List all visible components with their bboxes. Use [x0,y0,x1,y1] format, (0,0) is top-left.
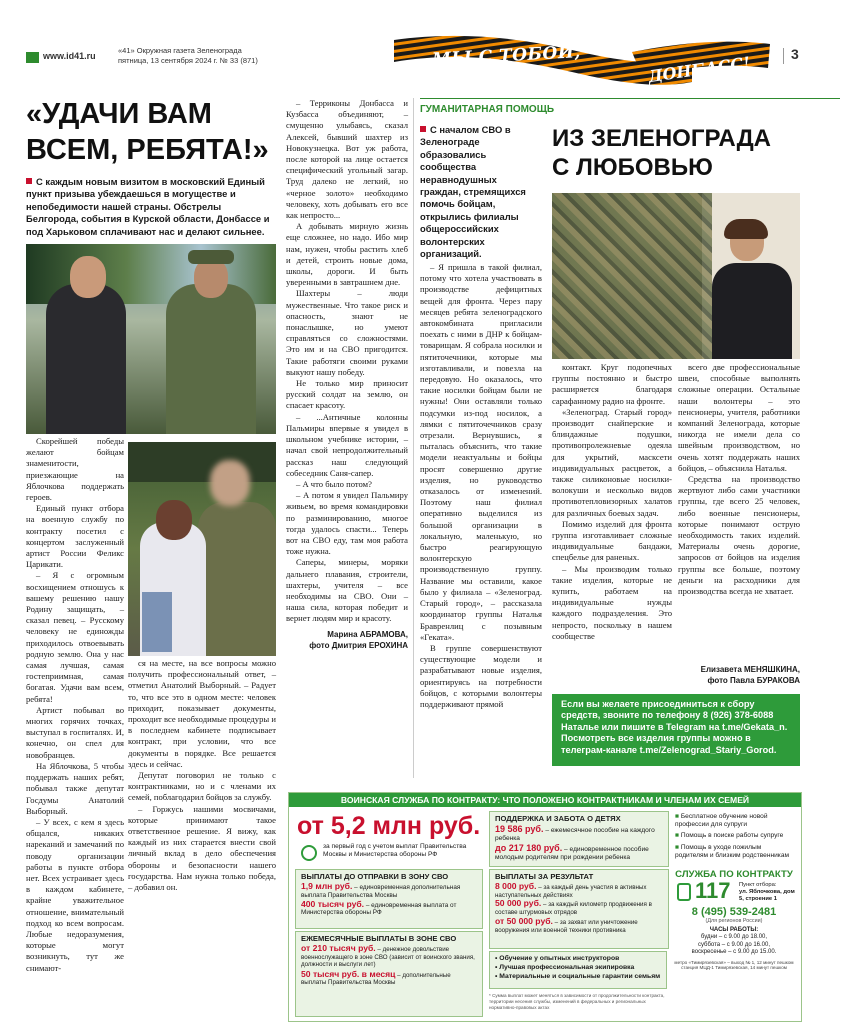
right-lead-text: С началом СВО в Зеленограде образовались сообщества неравнодушных граждан, стремящихся помочь бойцам, открылись филиалы общероссийских волонтерских организаций. [420,124,526,260]
hours3: воскресенье – с 9.00 до 15.00. [691,949,777,956]
left-lead [26,176,276,238]
page-header [0,0,845,92]
care2-sum: до 217 180 руб. [495,843,563,853]
issue-date: пятница, 13 сентября 2024 г. № 33 (871) [118,56,258,65]
hours-title: ЧАСЫ РАБОТЫ: [709,927,759,933]
info-box-text: Если вы желаете присоединиться к сбору средств, звоните по телефону 8 (926) 378-6088 Наталье или пишите в Telegram на t.me/Gekata_n. Посмотреть все изделия группы можно в телеграм-канале t.me/Zelenograd_Stariy_Gorod. [561,699,788,755]
ad-big-sum-note: за первый год с учетом выплат Правительства Москвы и Министерства обороны РФ [323,843,467,859]
zone2-text: – единовременная выплата от Министерства обороны РФ [301,901,457,917]
m2-text: – дополнительные выплаты Правительства Москвы [301,971,451,987]
hotline-number[interactable]: 117 [695,878,731,903]
help3: Помощь в уходе пожилым родителям и близким родственникам [675,843,790,859]
paragraph: Артист побывал во многих горячих точках, выступал в госпиталях. И, конечно, он спел для новобранцев. [26,704,124,760]
contract-phone[interactable]: 8 (495) 539-2481 [691,906,777,918]
care2-text: – единовременное пособие молодым родителям при рождении ребенка [495,846,649,861]
info-box [552,694,800,766]
red-square-icon [26,178,32,184]
id41-logo-icon [26,52,39,63]
contract-ad[interactable] [288,792,802,1022]
monthly-box [295,931,483,1017]
right-byline [620,664,800,686]
res3-text: – за захват или уничтожение вооружения или военной техники противника [495,919,638,934]
left-col1-top [26,436,124,974]
right-headline: ИЗ ЗЕЛЕНОГРАДА С ЛЮБОВЬЮ [552,125,771,181]
paragraph: ся на месте, на все вопросы можно получить профессиональный ответ, – отметил Анатолий Выборный. – Радует то, что все это в одном месте: человек приходит, показывает документы, проходит все необходимые процедуры и в последнем кабинете подписывает контракт, при условии, что все документы в порядке. Все решается здесь и сейчас. [128,658,276,769]
zone-title: ВЫПЛАТЫ ДО ОТПРАВКИ В ЗОНУ СВО [301,872,449,881]
page-divider [783,48,784,64]
bullet2: Лучшая профессиональная экипировка [499,964,635,971]
service-title: СЛУЖБА ПО КОНТРАКТУ [675,869,793,880]
help-list [675,813,795,860]
graduation-icon: ■ [675,813,679,820]
right-byline-photo: фото Павла БУРАКОВА [707,676,800,685]
bullets-box: • Обучение у опытных инструкторов • Лучшая профессиональная экипировка • Материальные и социальные гарантии семьям [489,951,667,989]
heart-icon: ■ [675,843,679,851]
paragraph: А добывать мирную жизнь еще сложнее, но надо. Ибо мир нам, нужен, чтобы растить хлеб и детей, строить новые дома, школы, дороги. И быть уверенными в завтрашнем дне. [286,221,408,288]
ad-big-sum: от 5,2 млн руб. [297,812,481,840]
paragraph: – Мы производим только такие изделия, которые не купить, работаем на индивидуальные нужды каждого подразделения. Это непросто, поскольку в нашем сообществе [552,563,672,641]
paragraph: Депутат поговорил не только с контрактниками, но и с членами их семей, поблагодарил бойцов за службу. [128,770,276,803]
zone1-text: – единовременная дополнительная выплата Правительства Москвы [301,884,461,899]
person-icon [301,845,317,861]
ad-footnote: * Сумма выплат может меняться в зависимости от продолжительности контракта, территории несения службы, изменений в федеральных и региональных нормативно-правовых актах [489,993,665,1010]
zone-box [295,869,483,929]
phone-icon [677,883,691,901]
right-col1 [420,262,542,710]
photo-singer-and-soldier [26,244,276,434]
bullet1: Обучение у опытных инструкторов [499,955,620,962]
paragraph: – Горжусь нашими мосвичами, которые принимают такое ответственное решение. Я вижу, как каждый из них старается внести свой личный вклад в дело обеспечения обороны и безопасности нашего государства. Нам нужна только победа, – добавил он. [128,803,276,893]
metro-info: метро «Тимирязевская» – выход № 1, 12 минут пешком станция МЦД-1 Тимирязевская, 14 минут пешком [674,959,794,971]
red-square-icon [420,126,426,132]
site-url[interactable]: www.id41.ru [43,51,96,61]
paragraph: контакт. Круг подопечных группы постоянно и быстро расширяется благодаря сарафанному радио на фронте. [552,362,672,406]
left-col2-bottom [128,658,276,893]
paragraph: – Я с огромным восхищением отношусь к вашему решению нашу Родину защищать, – сказал певец. – Русскому человеку не единожды приходилось отвоевывать родную землю. Она у нас самая лучшая, самая гостеприимная, самая богатая. Удачи вам всем, ребята! [26,570,124,704]
photo-girl-hugging-soldier [128,442,276,656]
paragraph: – ...Античные колонны Пальмиры впервые я увидел в школьном учебнике истории, – начал свой непродолжительный рассказ наш следующий собеседник Саня-сапер. [286,411,408,478]
help2: Помощь в поиске работы супруге [680,832,784,840]
addr-label: Пункт отбора: [739,882,777,888]
paragraph: В группе совершенствуют существующие модели и разрабатывают новые изделия, ориентируясь на потребности бойцов, с которыми волонтеры поддерживают прямой [420,642,542,709]
addr: ул. Яблочкова, дом 5, строение 1 [739,889,795,902]
m1-sum: от 210 тысяч руб. [301,943,376,953]
zone1-sum: 1,9 млн руб. [301,881,353,891]
paragraph: Помимо изделий для фронта группа изготавливает сложные индивидуальные бандажи, спецбелье для раненых. [552,518,672,563]
phone-note: (Для регионов России) [705,918,763,924]
res2-sum: 50 000 руб. [495,898,542,909]
paragraph: – А что было потом? [296,478,372,489]
column-rule [413,98,414,778]
res1-sum: 8 000 руб. [495,881,537,891]
result-box [489,869,669,949]
service-box [673,869,795,1015]
paragraph: – Терриконы Донбасса и Кузбасса объединяют, – смущенно улыбаясь, сказал Алексей, бывший шахтер из Новокузнецка. Вот уж работа, после которой на лице остается специфический угольный загар. Труд далеко не легкий, но «черное золото» необходимо человеку, хоть добывать его все как непросто... [286,98,408,221]
right-lead [420,124,540,260]
res2-text: – за каждый километр продвижения в составе штурмовых отрядов [495,901,652,916]
paragraph: – У всех, с кем я здесь общался, никаких нареканий и замечаний по поводу организации работы в пункте отбора нет. Всех устраивает здесь в каждом кабинете, крайне уважительное отношение, внимательный подход ко всем вопросам. Любые недоразумения, которые могут возникнуть, тут же снимают- [26,816,124,973]
left-col3 [286,98,408,651]
paper-name: «41» Окружная газета Зеленограда [118,46,242,55]
right-col2 [552,362,672,642]
paragraph: Скорейшей победы желают бойцам знаменитости, приезжающие на Яблочкова поддержать героев. [26,436,124,503]
hours2: суббота – с 9.00 до 16.00, [697,941,771,948]
ribbon-label-2: ДОНБАСС! [647,52,752,87]
care1-text: – ежемесячное пособие на каждого ребенка [495,827,655,842]
care1-sum: 19 586 руб. [495,824,544,834]
paragraph: Не только мир приносит русский солдат на землю, он спасает красоту. [286,378,408,411]
care-title: ПОДДЕРЖКА И ЗАБОТА О ДЕТЯХ [495,814,621,823]
monthly-title: ЕЖЕМЕСЯЧНЫЕ ВЫПЛАТЫ В ЗОНЕ СВО [301,934,457,943]
care-box [489,811,669,867]
paragraph: Саперы, минеры, моряки дальнего плавания, строители, шахтеры, учителя – все необходимы на СВО. Они – наша сила, которая победит и вернет людям мир и красоту. [286,557,408,624]
rubric [420,98,840,113]
left-byline-photo: фото Дмитрия ЕРОХИНА [309,640,408,650]
left-headline: «УДАЧИ ВАМ ВСЕМ, РЕБЯТА!» [26,98,269,166]
photo-volunteer-camo-net [552,193,800,359]
paragraph: «Зеленоград. Старый город» производит снайперские и блиндажные подушки, противопролежневые одеяла для укрытий, масксети индивидуальных расцветок, а также силиконовые носилки-волокуши и несколько видов противотепловизорных халатов для различных боевых задач. [552,406,672,518]
paragraph: Шахтеры – люди мужественные. Что такое риск и опасность, знают не понаслышке, но умеют справляться со сложностями. Это им и на СВО пригодится. Такие работяги своими руками выкуют нашу победу. [286,288,408,377]
zone2-sum: 400 тысяч руб. [301,898,365,909]
m1-text: – денежное довольствие военнослужащего в зоне СВО (зависит от воинского звания, должности и выслуги лет) [301,946,475,969]
bullet3: Материальные и социальные гарантии семьям [499,973,661,980]
briefcase-icon: ■ [675,832,679,840]
paragraph: – Я пришла в такой филиал, потому что хотела участвовать в производстве дефицитных вещей для фронта. Через пару месяцев ребята зеленоградского автокомбината пригласили поехать с ними в ДНР к бойцам-товарищам. Я собрала носилки и пятиточечники, которые мы изготавливали, и повезла на передовую. Но оказалось, что такие носилки бойцам были не нужны! Они оставляли только подсумки из-под носилок, а лямки с пятиточечников сразу отрезали. Вернувшись, я пыталась объяснить, что такие модели неактуальны и бойцы просят совершенно другие изделия, но руководство отказалось от изменений. Поэтому наш филиал оперативно выделился из большой организации в локальную, маленькую, но быстро реагирующую волонтерскую производственную группу. Название мы оставили, какое было у филиала – «Зеленоград. Старый город», – рассказала координатор группы Наталья Бравренлиц с позывным «Геката». [420,262,542,642]
paragraph: На Яблочкова, 5 чтобы поддержать наших ребят, побывал также депутат Госдумы Анатолий Выборный. [26,760,124,816]
paragraph: – А потом я увидел Пальмиру живьем, во время командировки по разминированию, многое тогда удалось спасти... Теперь вот на СВО еду, там моя работа тоже нужна. [286,490,408,557]
paragraph: Единый пункт отбора на военную службу по контракту посетил с концертом заслуженный артист России Феликс Царикати. [26,503,124,570]
right-col3 [678,362,800,597]
hours1: будни – с 9.00 до 18.00, [700,934,768,941]
result-title: ВЫПЛАТЫ ЗА РЕЗУЛЬТАТ [495,872,594,881]
left-lead-text: С каждым новым визитом в московский Единый пункт призыва убеждаешься в могуществе и непобедимости нашей страны. Обстрелы Белгорода, события в Курской области, Донбассе и под Харьковом сплачивают нас и делают сильнее. [26,176,270,237]
page-number: 3 [791,46,799,62]
ad-title: ВОИНСКАЯ СЛУЖБА ПО КОНТРАКТУ: ЧТО ПОЛОЖЕНО КОНТРАКТНИКАМ И ЧЛЕНАМ ИХ СЕМЕЙ [289,793,801,807]
paragraph: всего две профессиональные швеи, способные выполнять сложные операции. Остальные наши волонтеры – это пенсионеры, учителя, работники компаний Зеленограда, которые никогда не имели дела со швейным производством, но очень хотят поддержать наших бойцов, – объяснила Наталья. [678,362,800,473]
res3-sum: от 50 000 руб. [495,916,553,927]
rubric-label: ГУМАНИТАРНАЯ ПОМОЩЬ [420,104,555,115]
ribbon-label-1: МЫ С ТОБОЙ, [431,42,582,70]
paragraph: Средства на производство жертвуют либо сами участники группы, где всего 25 человек, либо военные пенсионеры, которые понимают острую необходимость таких изделий. Материалы очень дорогие, запросов от бойцов на изделия группы все больше, поэтому деньги на расходники для производства всегда не хватает. [678,474,800,597]
right-byline-author: Елизавета МЕНЯШКИНА, [700,665,800,674]
m2-sum: 50 тысяч руб. в месяц [301,968,396,979]
res1-text: – за каждый день участия в активных наступательных действиях [495,884,647,899]
left-byline-author: Марина АБРАМОВА, [327,629,408,639]
help1: Бесплатное обучение новой профессии для супруги [675,813,768,829]
